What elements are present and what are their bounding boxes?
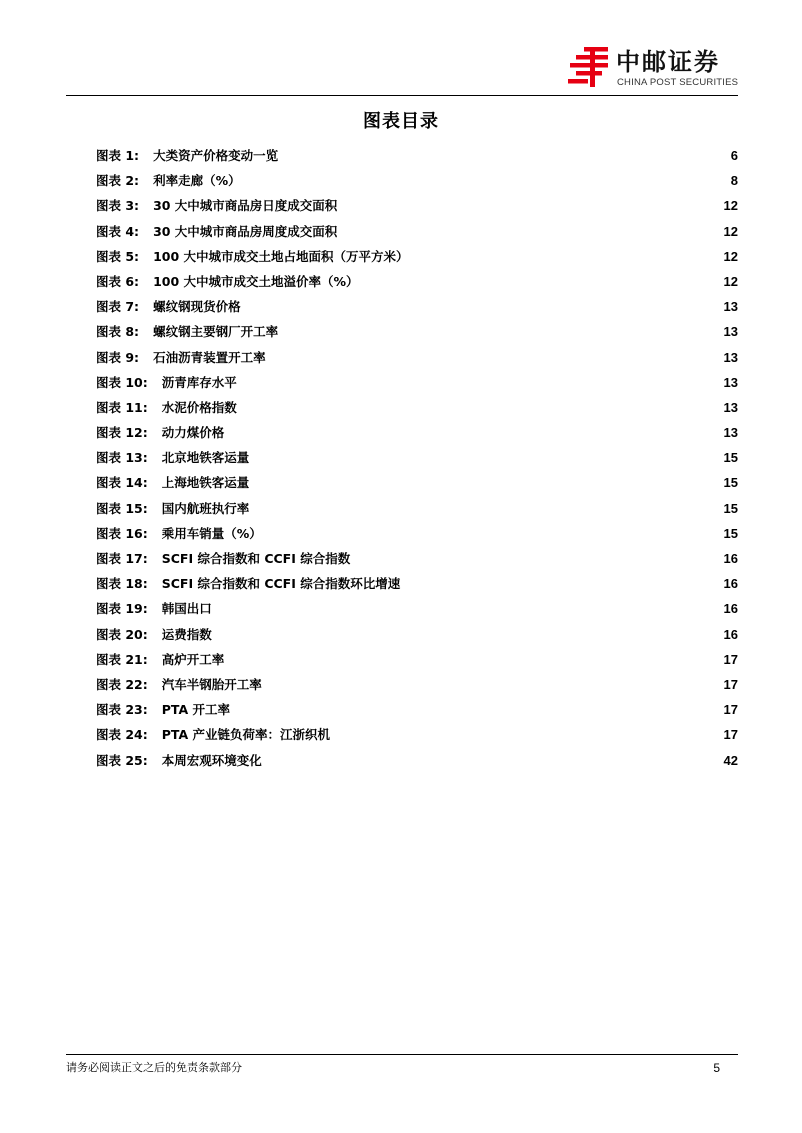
toc-entry[interactable] [96, 672, 738, 697]
toc-entry-page: 16 [723, 551, 738, 566]
toc-entry-page: 15 [723, 500, 738, 516]
china-post-logo-icon [566, 44, 612, 90]
toc-entry-page: 6 [730, 148, 738, 163]
toc-entry-number: 图表 7: [96, 299, 140, 315]
toc-entry-title: 大类资产价格变动一览 [153, 148, 279, 163]
toc-entry-title: 国内航班执行率 [161, 500, 250, 516]
toc-entry-title: 动力煤价格 [161, 425, 225, 441]
toc-entry-title: 沥青库存水平 [161, 374, 237, 390]
toc-entry-title: 上海地铁客运量 [161, 475, 250, 491]
toc-entry-page: 13 [723, 349, 738, 365]
toc-entry-number: 图表 4: [96, 223, 140, 239]
footer-divider [66, 1054, 738, 1055]
toc-entry-title: 100 大中城市成交土地溢价率（%） [153, 273, 359, 289]
toc-entry[interactable] [96, 697, 738, 722]
toc-entry-title: PTA 产业链负荷率：江浙织机 [161, 727, 330, 743]
toc-entry-page: 16 [723, 576, 738, 592]
toc-entry[interactable] [96, 470, 738, 495]
toc-entry-page: 13 [723, 299, 738, 315]
toc-entry-title: SCFI 综合指数和 CCFI 综合指数 [161, 551, 351, 566]
toc-entry[interactable] [96, 168, 738, 193]
toc-entry-number: 图表 17: [96, 551, 148, 566]
toc-entry-title: 石油沥青装置开工率 [153, 349, 266, 365]
toc-entry[interactable] [96, 445, 738, 470]
toc-entry-number: 图表 16: [96, 525, 148, 541]
toc-title: 图表目录 [363, 111, 439, 132]
toc-entry-page: 15 [723, 525, 738, 541]
toc-entry-number: 图表 14: [96, 475, 148, 491]
toc-entry-title: 运费指数 [161, 626, 212, 642]
logo-chinese-name: 中邮证券 [616, 48, 720, 76]
toc-entry-page: 17 [723, 651, 738, 667]
toc-entry-number: 图表 6: [96, 273, 140, 289]
toc-entry-title: 北京地铁客运量 [161, 450, 250, 466]
toc-entry[interactable] [96, 345, 738, 370]
toc-entry-page: 8 [730, 173, 738, 189]
toc-entry[interactable] [96, 722, 738, 747]
toc-entry-title: 水泥价格指数 [161, 399, 237, 415]
toc-entry[interactable] [96, 294, 738, 319]
toc-entry-page: 16 [723, 626, 738, 642]
toc-entry-title: 乘用车销量（%） [161, 525, 262, 541]
toc-entry-number: 图表 2: [96, 173, 140, 189]
toc-entry[interactable] [96, 395, 738, 420]
toc-entry[interactable] [96, 244, 738, 269]
toc-entry-number: 图表 20: [96, 626, 148, 642]
toc-entry-page: 13 [723, 324, 738, 340]
toc-entry[interactable] [96, 596, 738, 621]
toc-entry-number: 图表 13: [96, 450, 148, 466]
page-header [0, 0, 802, 100]
toc-entry-number: 图表 12: [96, 425, 148, 441]
toc-entry-page: 15 [723, 475, 738, 491]
toc-entry-number: 图表 24: [96, 727, 148, 743]
toc-entry-title: 韩国出口 [161, 601, 212, 617]
toc-entry-title: 汽车半钢胎开工率 [161, 676, 262, 692]
toc-entry-number: 图表 11: [96, 399, 148, 415]
toc-entry[interactable] [96, 143, 738, 168]
toc-entry-number: 图表 3: [96, 198, 140, 214]
toc-entry-number: 图表 8: [96, 324, 140, 340]
toc-entry-page: 13 [723, 425, 738, 441]
toc-entry[interactable] [96, 370, 738, 395]
toc-entry[interactable] [96, 319, 738, 344]
toc-entry-page: 12 [723, 248, 738, 264]
toc-entry[interactable] [96, 193, 738, 218]
toc-entry-title: 本周宏观环境变化 [161, 752, 262, 768]
toc-entry-page: 12 [723, 198, 738, 214]
footer-page-number: 5 [713, 1061, 720, 1075]
toc-entry-title: PTA 开工率 [161, 702, 230, 718]
toc-entry-title: 30 大中城市商品房日度成交面积 [153, 198, 338, 214]
toc-entry[interactable] [96, 647, 738, 672]
header-divider [66, 95, 738, 96]
toc-entry[interactable] [96, 622, 738, 647]
toc-entry[interactable] [96, 748, 738, 773]
toc-entry-number: 图表 1: [96, 148, 140, 163]
toc-entry-page: 17 [723, 727, 738, 743]
toc-entry-number: 图表 15: [96, 500, 148, 516]
toc-entry-title: 30 大中城市商品房周度成交面积 [153, 223, 338, 239]
toc-entry-page: 12 [723, 223, 738, 239]
toc-entry-title: 螺纹钢主要钢厂开工率 [153, 324, 279, 340]
toc-entry-number: 图表 9: [96, 349, 140, 365]
toc-entry-number: 图表 22: [96, 676, 148, 692]
toc-entry[interactable] [96, 496, 738, 521]
toc-entry-page: 17 [723, 702, 738, 718]
toc-entry-number: 图表 23: [96, 702, 148, 718]
toc-entry-title: 100 大中城市成交土地占地面积（万平方米） [153, 248, 409, 264]
toc-entry-title: 高炉开工率 [161, 651, 225, 667]
toc-list [96, 143, 738, 773]
logo-english-name: CHINA POST SECURITIES [617, 77, 739, 88]
toc-entry-title: 利率走廊（%） [153, 173, 241, 189]
company-logo [566, 44, 742, 92]
toc-entry-number: 图表 21: [96, 651, 148, 667]
toc-entry-number: 图表 25: [96, 752, 148, 768]
toc-entry[interactable] [96, 546, 738, 571]
toc-entry[interactable] [96, 571, 738, 596]
toc-entry[interactable] [96, 420, 738, 445]
footer-disclaimer: 请务必阅读正文之后的免责条款部分 [66, 1061, 242, 1074]
toc-entry-page: 17 [723, 676, 738, 692]
toc-entry[interactable] [96, 521, 738, 546]
toc-entry-page: 16 [723, 601, 738, 617]
toc-entry-number: 图表 18: [96, 576, 148, 592]
toc-entry-page: 13 [723, 374, 738, 390]
toc-entry-page: 12 [723, 273, 738, 289]
toc-entry-page: 13 [723, 399, 738, 415]
toc-entry-number: 图表 19: [96, 601, 148, 617]
toc-entry-number: 图表 5: [96, 248, 140, 264]
toc-entry-title: SCFI 综合指数和 CCFI 综合指数环比增速 [161, 576, 401, 592]
toc-entry[interactable] [96, 219, 738, 244]
toc-entry-number: 图表 10: [96, 374, 148, 390]
toc-entry-page: 42 [723, 752, 738, 768]
toc-entry-title: 螺纹钢现货价格 [153, 299, 241, 315]
toc-entry-page: 15 [723, 450, 738, 466]
toc-entry[interactable] [96, 269, 738, 294]
